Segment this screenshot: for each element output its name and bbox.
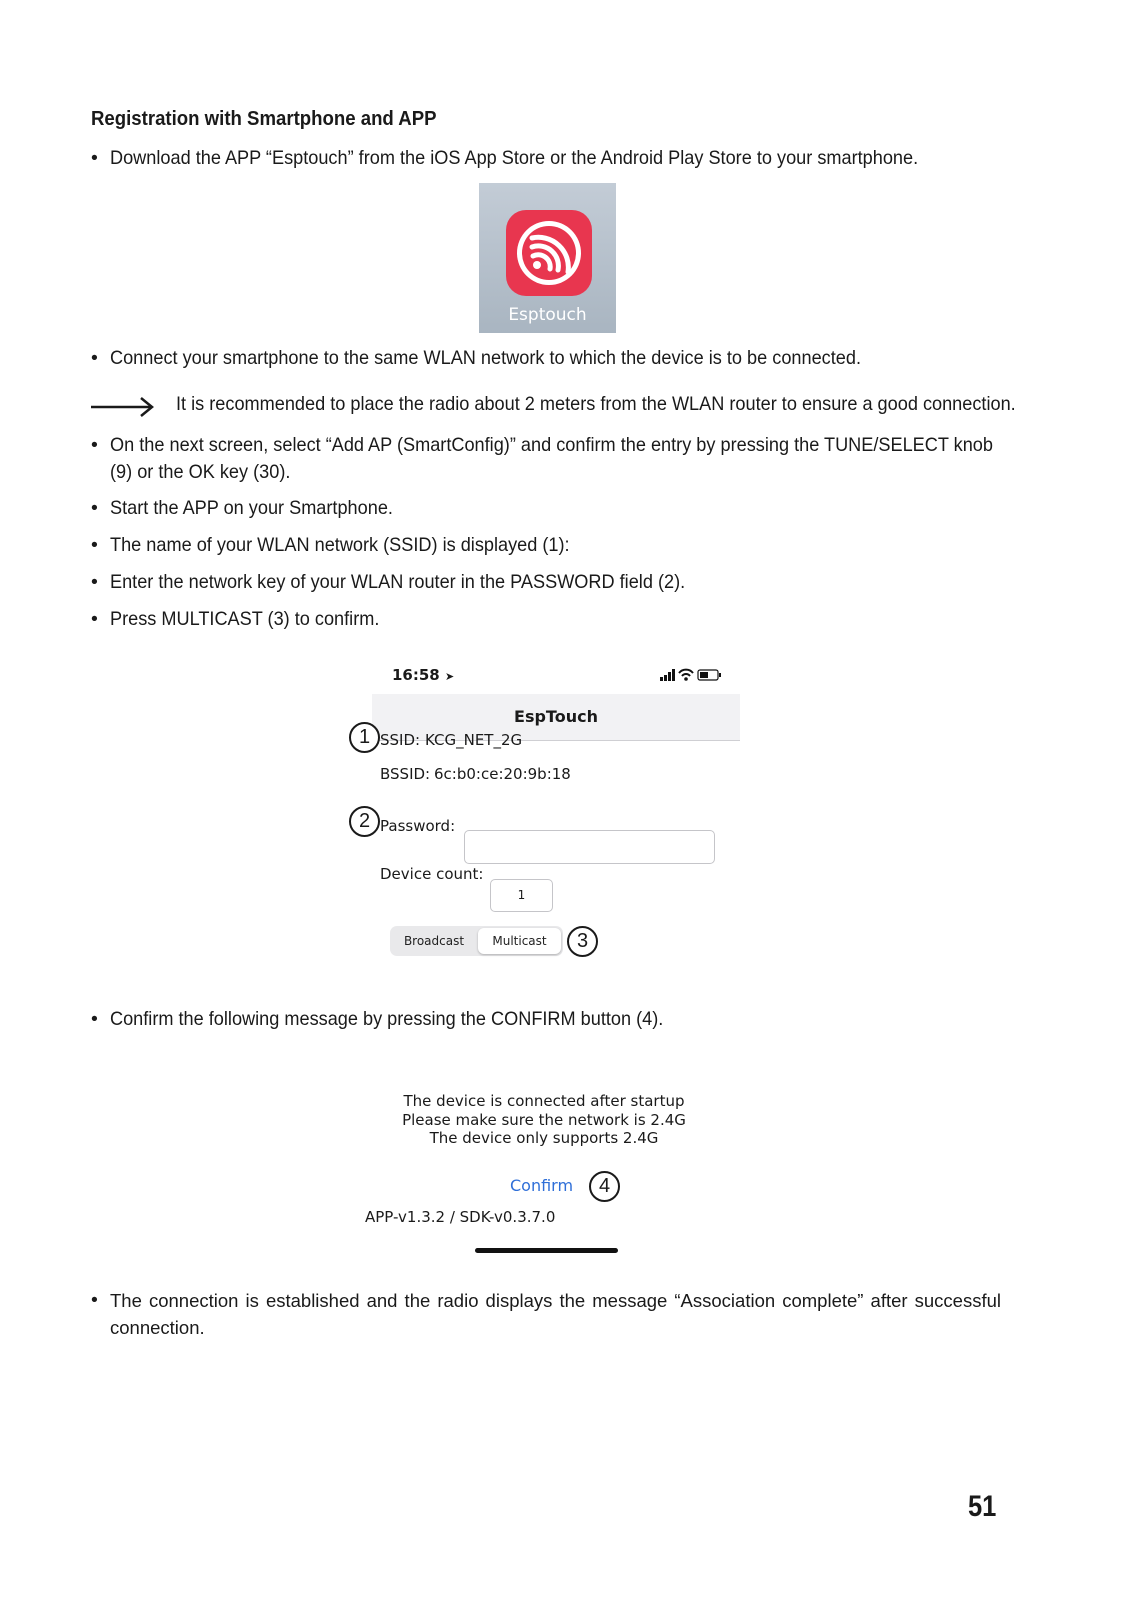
bullet-text: Start the APP on your Smartphone.	[110, 497, 393, 519]
multicast-segment[interactable]: Multicast	[478, 928, 561, 954]
status-icons	[660, 668, 730, 682]
bullet-symbol: •	[91, 1008, 98, 1030]
bullet-text: The connection is established and the radio displays the message “Association complete” after successful connection.	[110, 1290, 1001, 1338]
version-text: APP-v1.3.2 / SDK-v0.3.7.0	[365, 1208, 556, 1226]
bullet-start-app	[91, 495, 1001, 522]
bullet-text: The name of your WLAN network (SSID) is displayed (1):	[110, 534, 570, 556]
bullet-symbol: •	[91, 608, 98, 630]
bullet-enter-key	[91, 569, 1001, 596]
bullet-established	[91, 1287, 1001, 1341]
page-number: 51	[968, 1490, 997, 1523]
home-indicator	[475, 1248, 618, 1253]
password-input[interactable]	[464, 830, 715, 864]
bullet-text: Enter the network key of your WLAN router in the PASSWORD field (2).	[110, 571, 686, 593]
callout-3: 3	[567, 926, 598, 957]
battery-icon	[698, 670, 721, 680]
section-heading: Registration with Smartphone and APP	[91, 108, 437, 130]
password-label: Password:	[380, 817, 456, 835]
bssid-value: 6c:b0:ce:20:9b:18	[434, 765, 571, 783]
bullet-text: Download the APP “Esptouch” from the iOS App Store or the Android Play Store to your smartphone.	[110, 147, 919, 169]
callout-2: 2	[349, 806, 380, 837]
bullet-text: Press MULTICAST (3) to confirm.	[110, 608, 380, 630]
ssid-value: KCG_NET_2G	[425, 731, 523, 749]
note-text: It is recommended to place the radio about 2 meters from the WLAN router to ensure a good connection.	[176, 393, 1016, 415]
bullet-press-multicast	[91, 606, 1001, 633]
device-count-input[interactable]: 1	[490, 879, 553, 912]
bullet-symbol: •	[91, 534, 98, 556]
nav-title: EspTouch	[514, 707, 598, 726]
esptouch-app-icon-tile	[479, 183, 616, 333]
ssid-label: SSID:	[380, 731, 421, 749]
location-arrow-icon: ➤	[444, 670, 455, 683]
status-time	[392, 666, 454, 684]
alert-message	[344, 1092, 744, 1148]
bullet-symbol: •	[91, 571, 98, 593]
bullet-confirm-message	[91, 1006, 1001, 1033]
bullet-text: Connect your smartphone to the same WLAN network to which the device is to be connected.	[110, 347, 861, 369]
callout-4: 4	[589, 1171, 620, 1202]
bullet-ssid-shown	[91, 532, 1001, 559]
bullet-symbol: •	[91, 497, 98, 519]
bullet-download	[91, 145, 1001, 172]
bullet-text: On the next screen, select “Add AP (SmartConfig)” and confirm the entry by pressing the TUNE/SELECT knob (9) or the OK key (30).	[110, 434, 993, 483]
mode-segmented-control	[390, 926, 563, 956]
bullet-symbol: •	[91, 434, 98, 456]
bullet-connect	[91, 345, 1001, 372]
bullet-symbol: •	[91, 347, 98, 369]
bullet-next-screen	[91, 432, 1001, 486]
bssid-label: BSSID:	[380, 765, 431, 783]
callout-1: 1	[349, 722, 380, 753]
status-time-text: 16:58	[392, 666, 440, 684]
app-icon-label: Esptouch	[508, 305, 587, 325]
alert-line-2: Please make sure the network is 2.4G	[402, 1110, 686, 1129]
broadcast-segment[interactable]: Broadcast	[403, 934, 465, 948]
wifi-icon	[679, 670, 693, 681]
signal-bars-icon	[660, 669, 675, 681]
phone-screenshot	[352, 660, 742, 960]
alert-line-3: The device only supports 2.4G	[429, 1129, 659, 1147]
bullet-symbol: •	[91, 1289, 98, 1311]
alert-line-1: The device is connected after startup	[403, 1092, 685, 1110]
bullet-text: Confirm the following message by pressing the CONFIRM button (4).	[110, 1008, 664, 1030]
device-count-label: Device count:	[380, 865, 484, 883]
arrow-right-icon	[91, 397, 155, 417]
esptouch-wifi-icon	[506, 210, 592, 296]
confirm-button[interactable]: Confirm	[510, 1176, 574, 1195]
bullet-symbol: •	[91, 147, 98, 169]
